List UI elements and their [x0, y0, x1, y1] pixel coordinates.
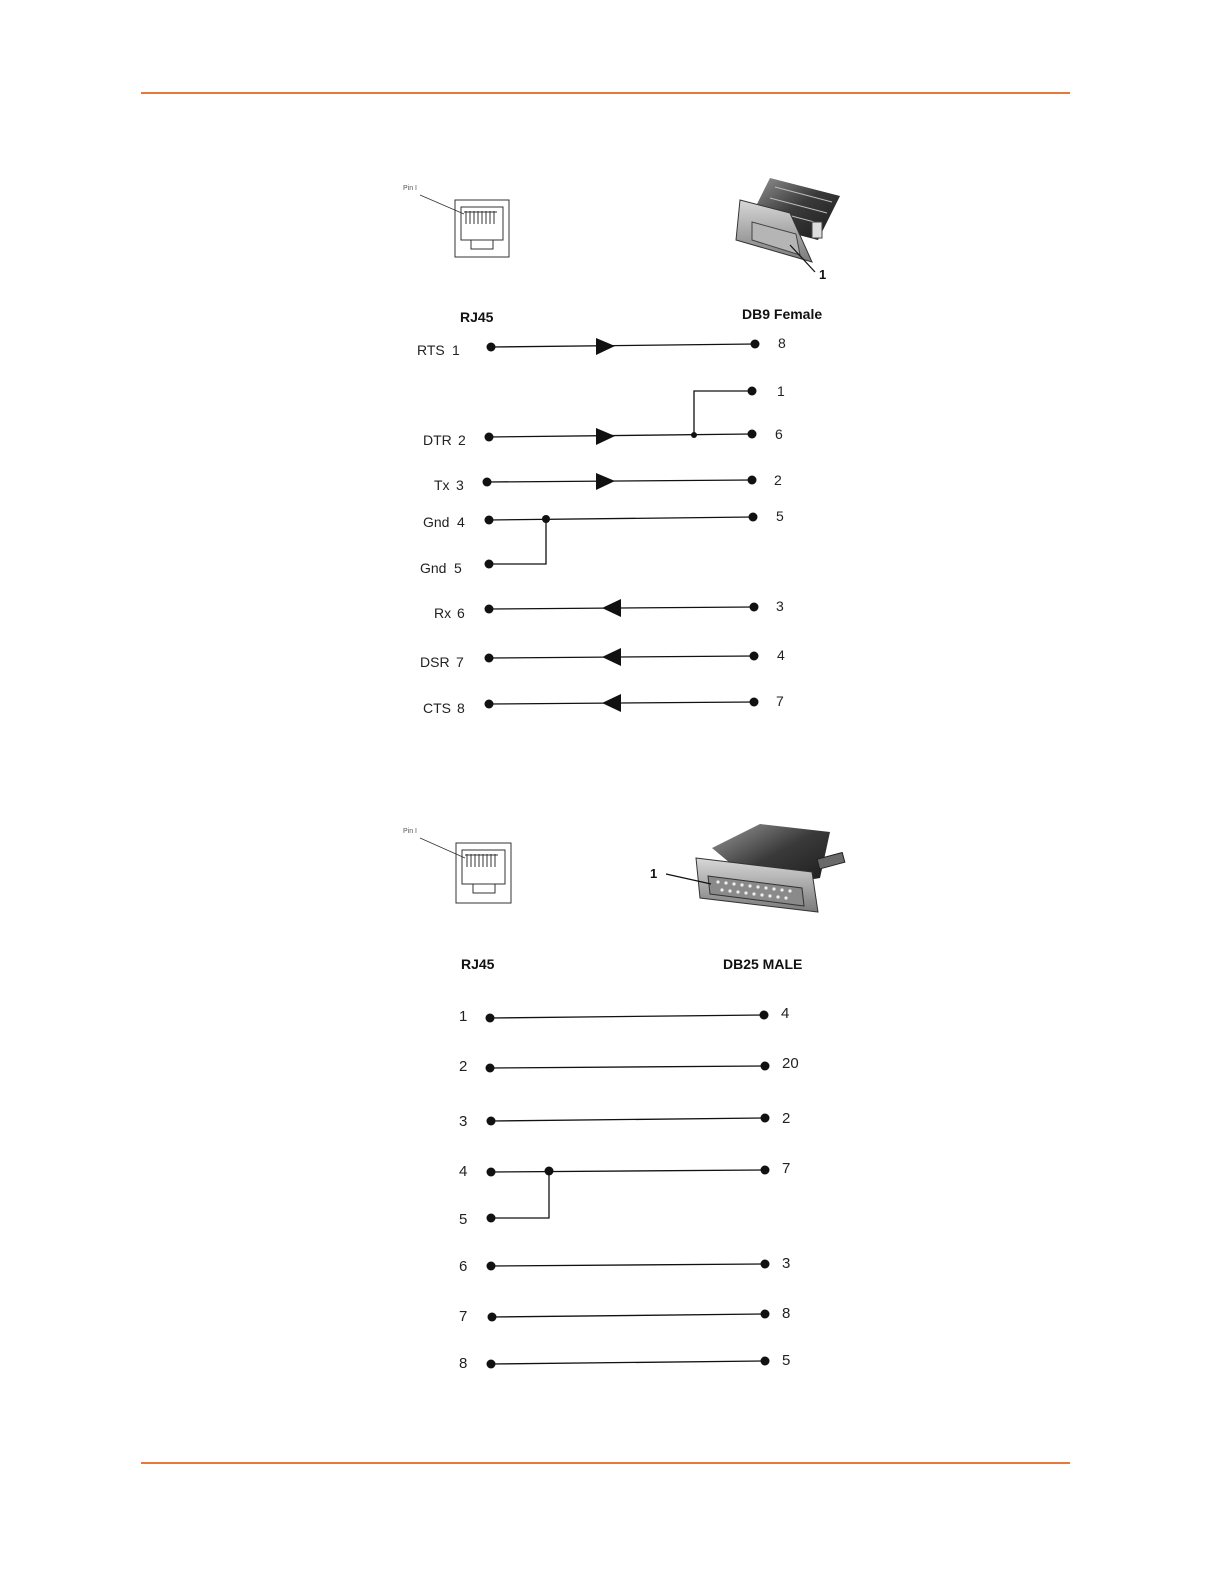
wire-4-7	[491, 1170, 765, 1172]
db9-pin-label: 5	[776, 508, 784, 524]
svg-text:3: 3	[456, 477, 464, 493]
rj45-title-1: RJ45	[460, 309, 494, 325]
db9-pin-label: 3	[776, 598, 784, 614]
pin-callout-1: Pin I	[403, 185, 418, 192]
rj45-pin-label: 1	[459, 1008, 468, 1025]
rj45-label-dtr	[423, 432, 466, 448]
arrow-right-icon	[596, 473, 615, 490]
rj45-title-2: RJ45	[461, 956, 495, 972]
rj45-pin-label: 7	[459, 1308, 468, 1325]
rj45-jack-icon-2	[420, 838, 511, 903]
db25-pin-label: 3	[782, 1255, 791, 1272]
wire-7-8	[492, 1314, 765, 1317]
svg-text:6: 6	[457, 605, 465, 621]
svg-text:RTS: RTS	[417, 342, 445, 358]
wire-dtr-branch	[694, 391, 752, 435]
rj45-pin-label: 8	[459, 1355, 468, 1372]
rj45-label-rts	[417, 342, 460, 358]
db25-pin-label: 20	[782, 1055, 799, 1072]
wire-gnd	[489, 517, 753, 520]
db25-pin1-callout: 1	[650, 866, 658, 881]
arrow-left-icon	[602, 599, 621, 617]
rj45-pin-label: 4	[459, 1163, 468, 1180]
db9-pin-label: 1	[777, 383, 785, 399]
db25-pin-label: 2	[782, 1110, 791, 1127]
svg-text:4: 4	[457, 514, 465, 530]
wire-dsr	[489, 656, 754, 658]
arrow-left-icon	[602, 648, 621, 666]
db9-title: DB9 Female	[742, 306, 823, 322]
db25-pin-label: 4	[781, 1005, 790, 1022]
svg-text:Rx: Rx	[434, 605, 452, 621]
svg-text:1: 1	[452, 342, 460, 358]
db9-connector-icon	[736, 178, 840, 262]
rj45-pin-label: 6	[459, 1258, 468, 1275]
db9-pin1-callout: 1	[819, 267, 827, 282]
rj45-pin-label: 5	[459, 1211, 468, 1228]
svg-text:2: 2	[458, 432, 466, 448]
rj45-label-gnd4	[423, 514, 465, 530]
svg-text:Gnd: Gnd	[423, 514, 450, 530]
wire-1-4	[490, 1015, 764, 1018]
rj45-label-gnd5	[420, 560, 462, 576]
wire-5-branch	[491, 1171, 549, 1218]
db9-pin-label: 4	[777, 647, 785, 663]
arrow-right-icon	[596, 428, 615, 445]
wire-gnd-branch	[489, 519, 546, 564]
wire-6-3	[491, 1264, 765, 1266]
svg-text:8: 8	[457, 700, 465, 716]
rj45-label-tx	[434, 477, 464, 493]
wire-rts	[491, 344, 755, 347]
rj45-jack-icon-1	[420, 195, 509, 257]
svg-text:Tx: Tx	[434, 477, 450, 493]
wire-3-2	[491, 1118, 765, 1121]
svg-text:7: 7	[456, 654, 464, 670]
db25-pin-label: 5	[782, 1352, 791, 1369]
db9-pin-label: 6	[775, 426, 783, 442]
db9-pin-label: 2	[774, 472, 782, 488]
svg-text:DTR: DTR	[423, 432, 452, 448]
wire-2-20	[490, 1066, 765, 1068]
wire-rx	[489, 607, 754, 609]
rj45-pin-label: 2	[459, 1058, 468, 1075]
wire-dtr	[489, 434, 752, 437]
db25-pin-label: 8	[782, 1305, 791, 1322]
db25-connector-icon	[696, 824, 845, 912]
svg-text:CTS: CTS	[423, 700, 451, 716]
svg-text:Gnd: Gnd	[420, 560, 447, 576]
rj45-label-rx	[434, 605, 465, 621]
arrow-right-icon	[596, 338, 615, 355]
rj45-pin-label: 3	[459, 1113, 468, 1130]
db9-pin-label: 8	[778, 335, 786, 351]
wire-tx	[487, 480, 752, 482]
rj45-label-dsr	[420, 654, 464, 670]
db9-pin-label: 7	[776, 693, 784, 709]
wire-8-5	[491, 1361, 765, 1364]
svg-text:5: 5	[454, 560, 462, 576]
wire-cts	[489, 702, 754, 704]
arrow-left-icon	[602, 694, 621, 712]
rj45-label-cts	[423, 700, 465, 716]
db25-title: DB25 MALE	[723, 956, 803, 972]
svg-text:DSR: DSR	[420, 654, 450, 670]
pin-callout-2: Pin I	[403, 828, 418, 835]
db25-pin-label: 7	[782, 1160, 791, 1177]
